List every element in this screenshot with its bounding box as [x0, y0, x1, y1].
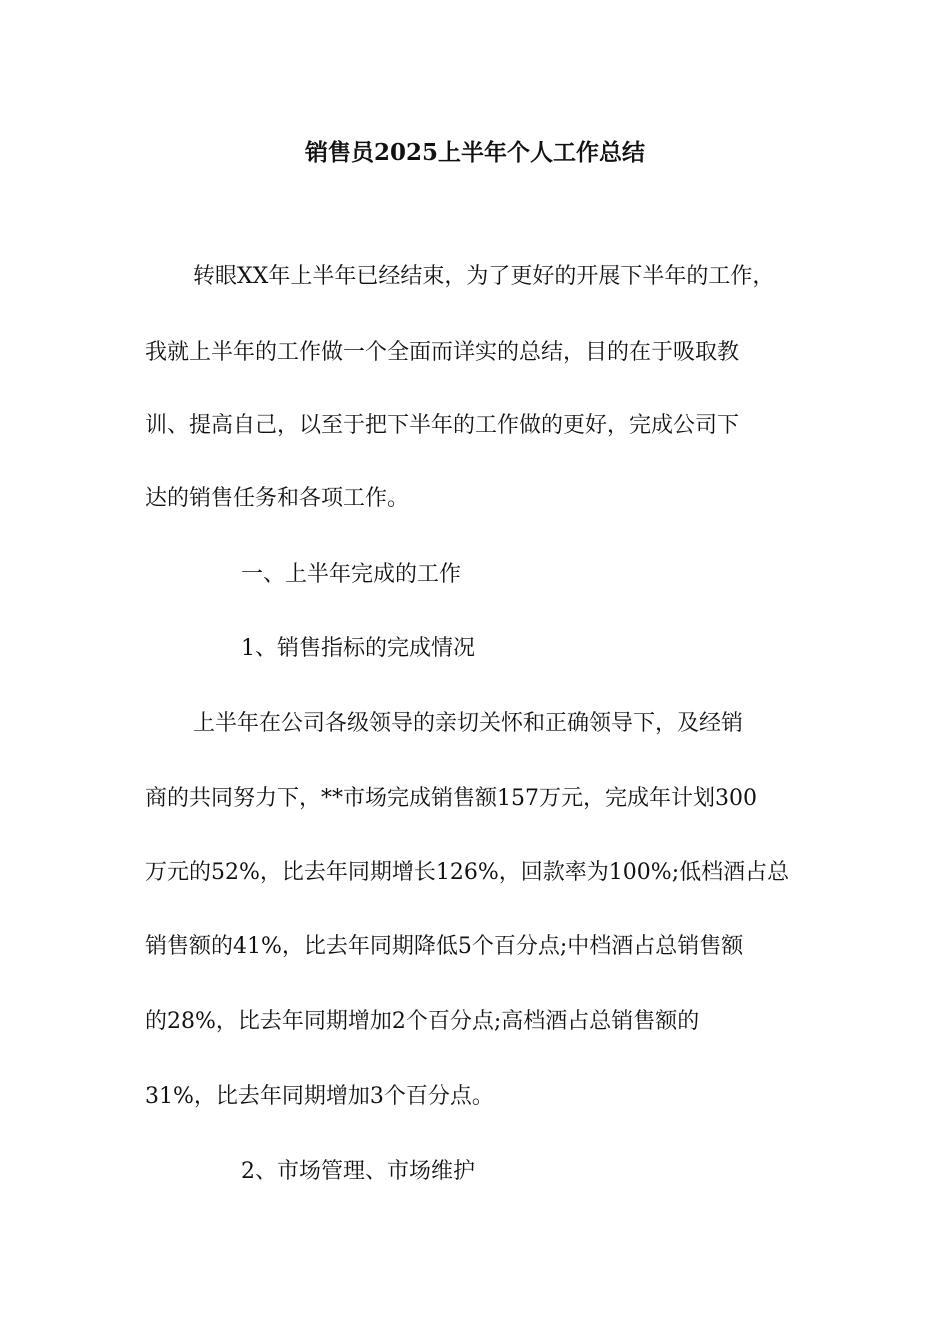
body-line-5: 的28%，比去年同期增加2个百分点;高档酒占总销售额的 — [145, 1009, 700, 1034]
subsection-heading-1: 1、销售指标的完成情况 — [241, 636, 475, 661]
intro-line-1: 转眼XX年上半年已经结束，为了更好的开展下半年的工作， — [193, 264, 775, 289]
intro-line-4: 达的销售任务和各项工作。 — [145, 486, 410, 511]
intro-line-2: 我就上半年的工作做一个全面而详实的总结，目的在于吸取教 — [145, 340, 740, 365]
section-heading-1: 一、上半年完成的工作 — [241, 562, 462, 587]
body-line-1: 上半年在公司各级领导的亲切关怀和正确领导下，及经销 — [193, 711, 744, 736]
body-line-6: 31%，比去年同期增加3个百分点。 — [145, 1084, 494, 1109]
document-title: 销售员2025上半年个人工作总结 — [304, 139, 645, 166]
body-line-4: 销售额的41%，比去年同期降低5个百分点;中档酒占总销售额 — [145, 934, 744, 959]
intro-line-3: 训、提高自己，以至于把下半年的工作做的更好，完成公司下 — [145, 413, 740, 438]
body-line-2: 商的共同努力下，**市场完成销售额157万元，完成年计划300 — [145, 786, 757, 811]
body-line-3: 万元的52%，比去年同期增长126%，回款率为100%;低档酒占总 — [145, 860, 790, 885]
subsection-heading-2: 2、市场管理、市场维护 — [241, 1159, 475, 1184]
